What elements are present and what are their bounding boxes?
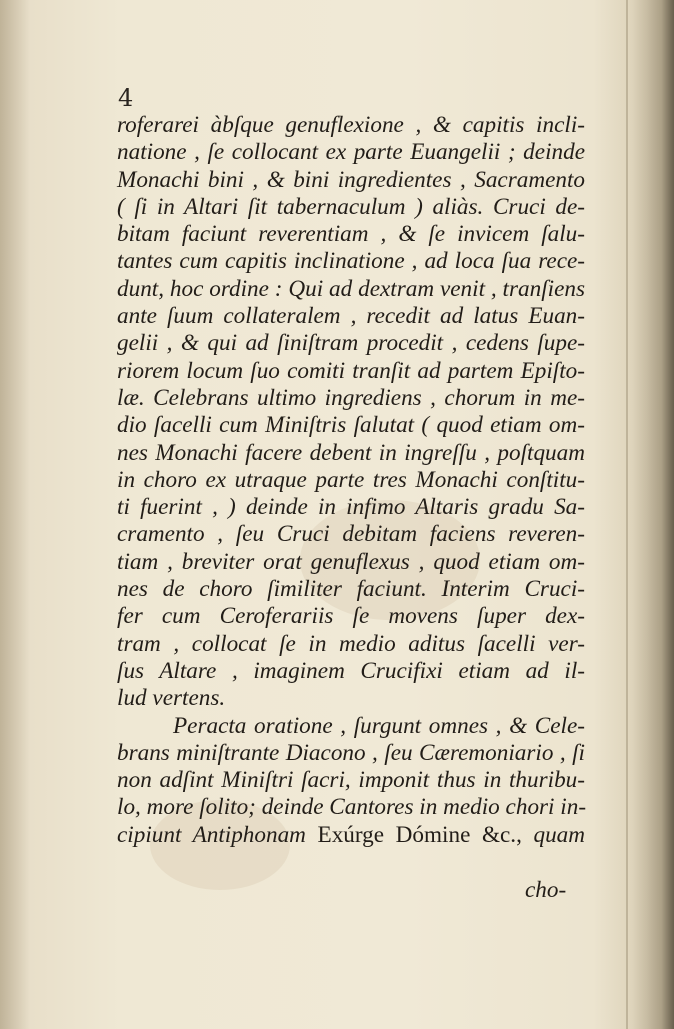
text-line: nes Monachi facere debent in ingreſſu , poſtquam	[117, 439, 585, 466]
text-line: ſus Altare , imaginem Crucifixi etiam ad il-	[117, 657, 585, 684]
text-line: tram , collocat ſe in medio aditus ſacelli ver-	[117, 630, 585, 657]
text-line: in choro ex utraque parte tres Monachi conſtitu-	[117, 466, 585, 493]
text-line: tiam , breviter orat genuflexus , quod etiam om-	[117, 548, 585, 575]
page-fold	[626, 0, 628, 1029]
text-line: ( ſi in Altari ſit tabernaculum ) aliàs. Cruci de-	[117, 193, 585, 220]
text-line: non adſint Miniſtri ſacri, imponit thus in thuribu-	[117, 767, 585, 794]
text-line: Peracta oratione , ſurgunt omnes , & Cele-	[173, 712, 585, 739]
text-line: brans miniſtrante Diacono , ſeu Cæremoniario , ſi	[117, 739, 585, 766]
binding-shadow	[0, 0, 30, 1029]
text-line: nes de choro ſimiliter faciunt. Interim Cruci-	[117, 576, 585, 603]
text-line: lud vertens.	[117, 685, 226, 712]
text-line: fer cum Ceroferariis ſe movens ſuper dex-	[117, 603, 585, 630]
text-line: læ. Celebrans ultimo ingrediens , chorum in me-	[117, 384, 585, 411]
text-line: tantes cum capitis inclinatione , ad loca ſua rece-	[117, 248, 585, 275]
text-line: dio ſacelli cum Miniſtris ſalutat ( quod etiam om-	[117, 412, 585, 439]
roman-phrase: Exúrge Dómine &c.,	[317, 821, 522, 848]
text-segment: cipiunt Antiphonam	[117, 821, 306, 848]
text-line: ti fuerint , ) deinde in infimo Altaris gradu Sa-	[117, 494, 585, 521]
text-line: bitam faciunt reverentiam , & ſe invicem ſalu-	[117, 221, 585, 248]
catchword: cho-	[525, 877, 567, 903]
page-number: 4	[118, 84, 134, 112]
text-line: roferarei àbſque genuflexione , & capitis incli-	[117, 112, 585, 138]
text-line: gelii , & qui ad ſiniſtram procedit , cedens ſupe-	[117, 330, 585, 357]
page-edge-shadow	[632, 0, 674, 1029]
text-line: riorem locum ſuo comiti tranſit ad partem Epiſto-	[117, 357, 585, 384]
text-segment: quam	[533, 821, 586, 848]
text-line: dunt, hoc ordine : Qui ad dextram venit , tranſiens	[117, 275, 585, 302]
text-line: cramento , ſeu Cruci debitam faciens reveren-	[117, 521, 585, 548]
text-line-mixed	[117, 822, 585, 849]
body-text	[117, 112, 585, 849]
text-line: natione , ſe collocant ex parte Euangelii ; deinde	[117, 139, 585, 166]
text-line: Monachi bini , & bini ingredientes , Sacramento	[117, 166, 585, 193]
text-line: ante ſuum collateralem , recedit ad latus Euan-	[117, 303, 585, 330]
text-line: lo, more ſolito; deinde Cantores in medio chori in-	[117, 794, 587, 821]
